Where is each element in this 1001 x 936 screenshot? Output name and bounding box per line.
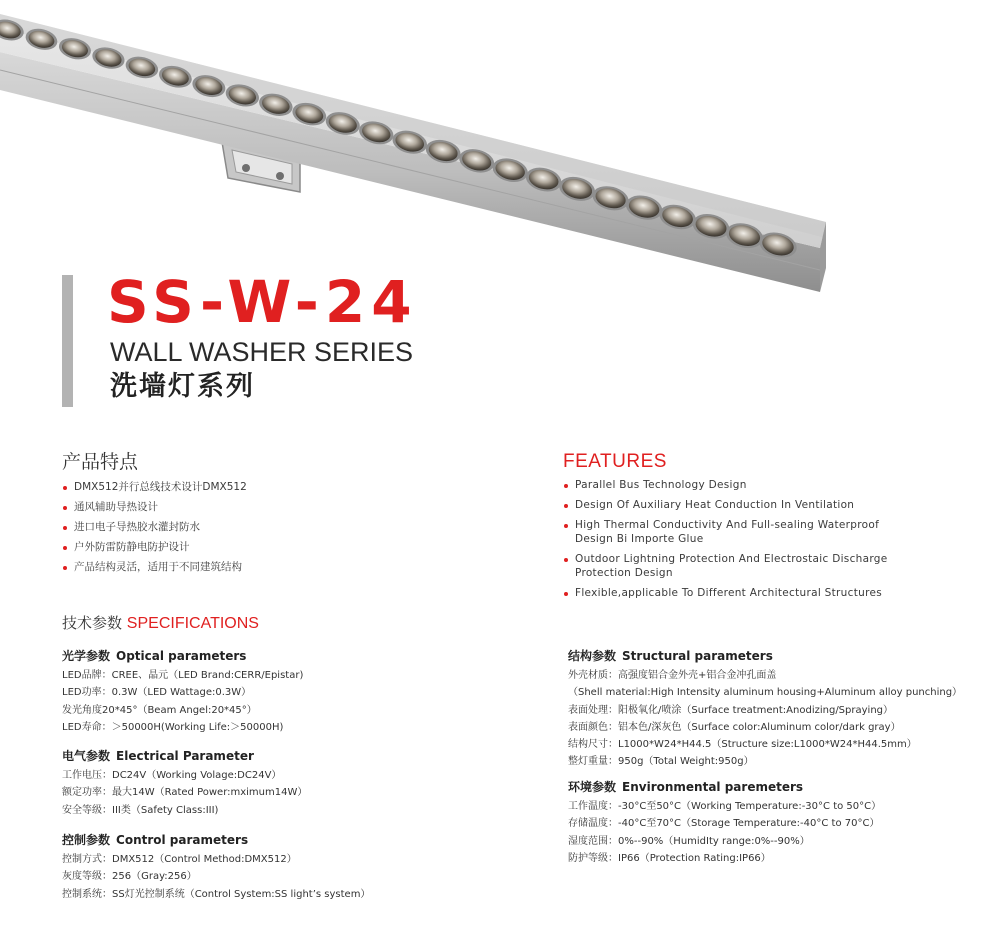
spec-line: 灰度等级：256（Gray:256）	[62, 871, 197, 883]
specifications-heading	[62, 613, 259, 634]
spec-line: 表面颜色：铝本色/深灰色（Surface color:Aluminum color/dark gray）	[568, 721, 901, 733]
spec-line: 表面处理：阳极氧化/喷涂（Surface treatment:Anodizing/Spraying）	[568, 704, 893, 716]
series-title-cn: 洗墙灯系列	[110, 371, 255, 402]
list-item-line: Outdoor Lightning Protection And Electrostaic Discharge	[575, 553, 888, 565]
spec-line: 防护等级：IP66（Protection Rating:IP66）	[568, 852, 771, 864]
group-title-en: Structural parameters	[622, 649, 773, 663]
list-item-line: High Thermal Conductivity And Full-sealing Waterproof	[575, 519, 880, 531]
group-title	[568, 779, 881, 795]
list-item	[563, 478, 888, 492]
series-title-en: WALL WASHER SERIES	[110, 337, 414, 367]
spec-line: 额定功率：最大14W（Rated Power:mximum14W）	[62, 787, 308, 799]
list-item	[563, 518, 888, 546]
specifications-heading-cn: 技术参数	[62, 614, 123, 632]
features-en-list	[563, 478, 888, 606]
environmental-parameters	[568, 779, 881, 867]
spec-line: 控制方式：DMX512（Control Method:DMX512）	[62, 854, 297, 865]
list-item	[563, 586, 888, 600]
group-title-en: Optical parameters	[116, 649, 247, 663]
spec-line: 存储温度：-40°C至70°C（Storage Temperature:-40°C to 70°C）	[568, 818, 880, 830]
accent-bar	[62, 275, 73, 407]
group-title	[62, 832, 370, 848]
spec-line: LED功率：0.3W（LED Wattage:0.3W）	[62, 687, 252, 699]
electrical-parameters	[62, 748, 307, 819]
group-title-cn: 光学参数	[62, 649, 111, 663]
control-parameters	[62, 832, 370, 903]
group-title	[62, 748, 307, 764]
list-item: 产品结构灵活，适用于不同建筑结构	[62, 560, 247, 580]
spec-line: 工作电压：DC24V（Working Volage:DC24V）	[62, 770, 282, 781]
group-title-cn: 电气参数	[62, 749, 111, 763]
list-item-line: Parallel Bus Technology Design	[575, 479, 747, 491]
group-title-en: Control parameters	[116, 833, 249, 847]
list-item-line: Protection Design	[575, 567, 673, 579]
group-title-cn: 结构参数	[568, 649, 617, 663]
spec-line: （Shell material:High Intensity aluminum housing+Aluminum alloy punching）	[568, 687, 963, 699]
group-title	[62, 648, 303, 664]
features-cn-list	[62, 480, 247, 580]
spec-line: 安全等级：III类（Safety Class:III)	[62, 804, 219, 816]
list-item: DMX512并行总线技术设计DMX512	[62, 480, 247, 500]
spec-line: 控制系统：SS灯光控制系统（Control System:SS light’s system）	[62, 888, 371, 900]
optical-parameters	[62, 648, 303, 736]
led-lens-row	[0, 16, 799, 261]
spec-line: 整灯重量：950g（Total Weight:950g）	[568, 756, 754, 768]
list-item	[563, 498, 888, 512]
spec-line: 发光角度20*45°（Beam Angel:20*45°）	[62, 704, 257, 716]
spec-line: LED品牌：CREE、晶元（LED Brand:CERR/Epistar)	[62, 670, 304, 681]
spec-line: 工作温度：-30°C至50°C（Working Temperature:-30°C to 50°C）	[568, 801, 882, 812]
list-item: 进口电子导热胶水灌封防水	[62, 520, 247, 540]
model-title: SS-W-24	[107, 268, 418, 336]
spec-line: 外壳材质：高强度铝合金外壳+铝合金冲孔面盖	[568, 670, 777, 681]
product-image-wall-washer	[0, 0, 1001, 310]
spec-line: 湿度范围：0%--90%（HumidIty range:0%--90%）	[568, 835, 810, 847]
structural-parameters	[568, 648, 962, 771]
list-item: 通风辅助导热设计	[62, 500, 247, 520]
list-item: 户外防雷防静电防护设计	[62, 540, 247, 560]
group-title-cn: 环境参数	[568, 780, 617, 794]
list-item-line: Design Bi Importe Glue	[575, 533, 704, 545]
group-title-en: Electrical Parameter	[116, 749, 254, 763]
group-title-en: Environmental paremeters	[622, 780, 804, 794]
specifications-heading-en: SPECIFICATIONS	[126, 615, 259, 632]
features-en-heading: FEATURES	[563, 451, 667, 472]
group-title-cn: 控制参数	[62, 833, 111, 847]
list-item	[563, 552, 888, 580]
spec-line: LED寿命：＞50000H(Working Life:＞50000H)	[62, 721, 284, 733]
group-title	[568, 648, 962, 664]
list-item-line: Flexible,applicable To Different Architectural Structures	[575, 587, 882, 599]
spec-line: 结构尺寸：L1000*W24*H44.5（Structure size:L1000*W24*H44.5mm）	[568, 739, 917, 751]
features-cn-heading: 产品特点	[62, 451, 139, 473]
list-item-line: Design Of Auxiliary Heat Conduction In Ventilation	[575, 499, 855, 511]
